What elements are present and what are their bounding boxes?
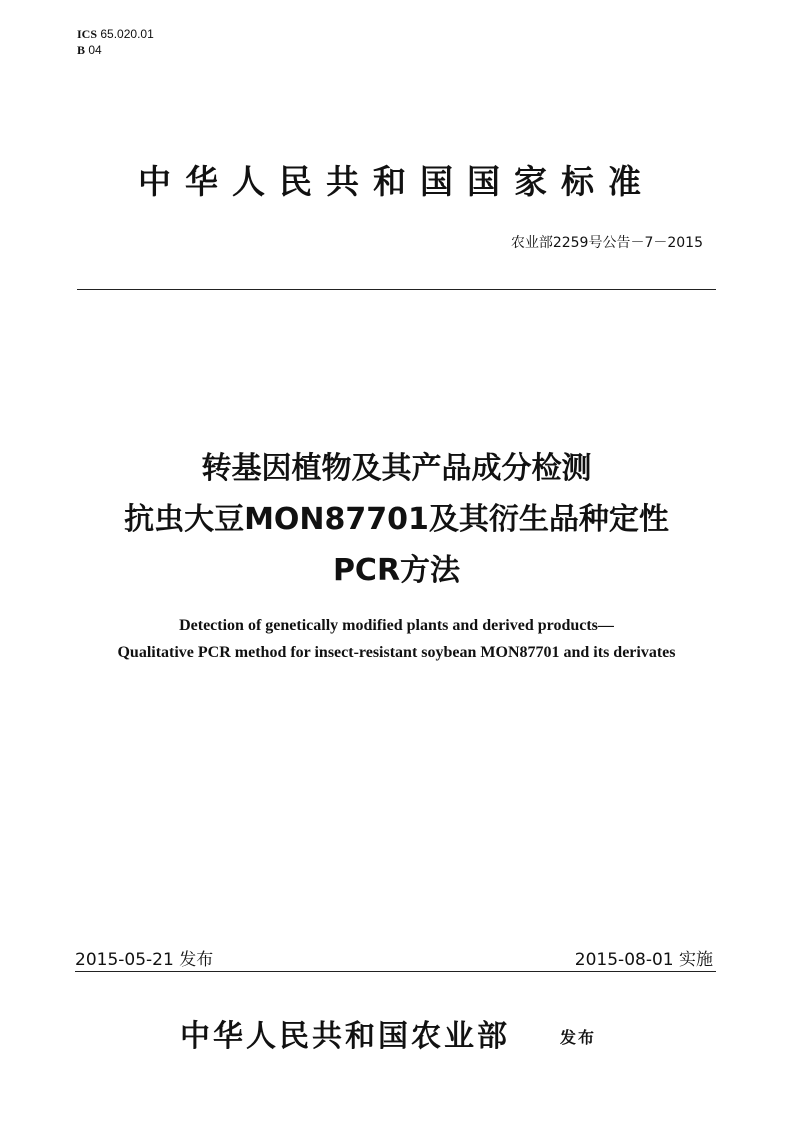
title-cn-line3: PCR方法 — [332, 553, 461, 588]
implementation-date: 2015-08-01 实施 — [574, 950, 713, 970]
ccs-line — [77, 42, 154, 58]
footer-divider — [75, 971, 716, 972]
title-cn-line1: 转基因植物及其产品成分检测 — [201, 451, 592, 486]
classification-codes — [77, 26, 154, 58]
standard-number: 农业部2259号公告－7－2015 — [510, 235, 703, 251]
issue-action: 发布 — [560, 1028, 597, 1047]
header-divider — [77, 289, 716, 290]
ics-prefix: ICS — [77, 27, 98, 41]
issuing-authority: 中华人民共和国农业部 — [180, 1019, 510, 1054]
issue-date: 2015-05-21 发布 — [75, 950, 214, 970]
ccs-code: 04 — [88, 43, 102, 57]
ics-code: 65.020.01 — [100, 27, 154, 41]
title-en-line1: Detection of genetically modified plants and derived products— — [179, 617, 614, 634]
title-cn-line2: 抗虫大豆MON87701及其衍生品种定性 — [124, 502, 669, 537]
ics-line — [77, 26, 154, 42]
standard-type-heading: 中华人民共和国国家标准 — [138, 162, 655, 201]
title-en-line2: Qualitative PCR method for insect-resistant soybean MON87701 and its derivates — [117, 644, 676, 661]
ccs-prefix: B — [77, 43, 86, 57]
